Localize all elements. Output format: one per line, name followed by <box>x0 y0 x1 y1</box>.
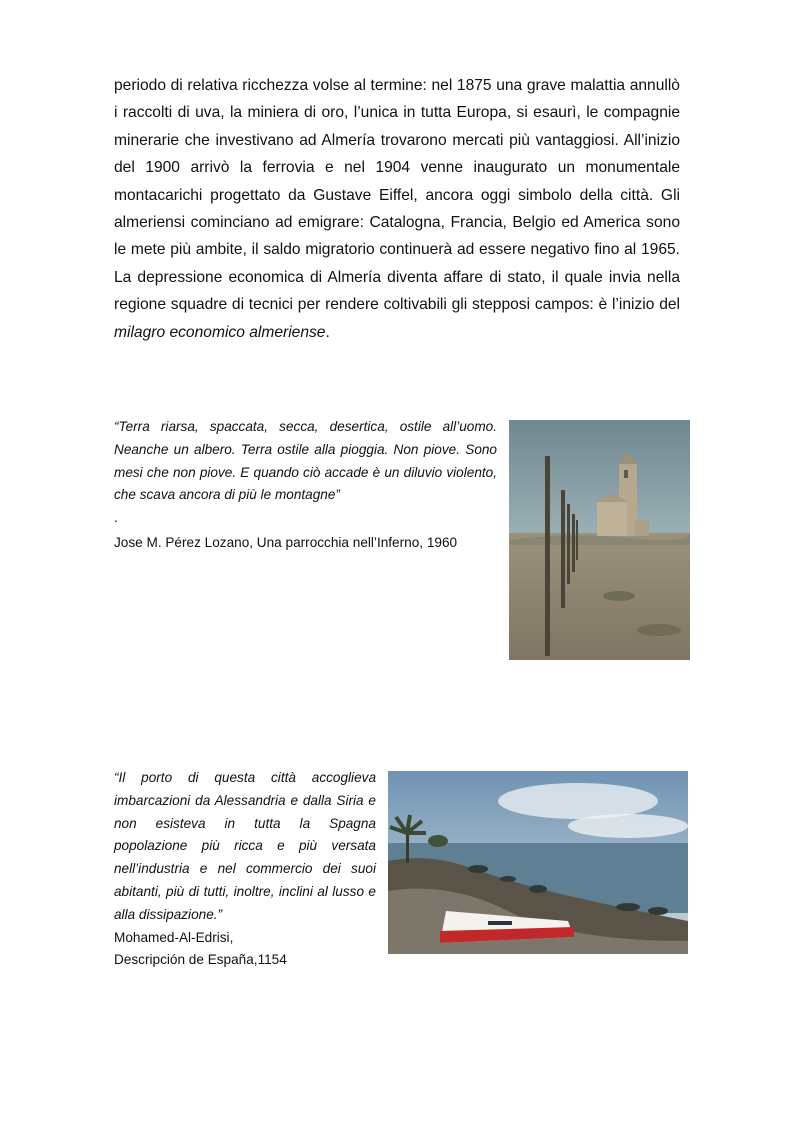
quote-block-2 <box>114 767 376 972</box>
main-paragraph-end: . <box>325 323 330 341</box>
main-paragraph <box>114 72 680 346</box>
quote-2-source: Descripción de España,1154 <box>114 952 287 968</box>
quote-block-1 <box>114 416 497 555</box>
harbor-photo <box>388 771 688 954</box>
main-paragraph-text: periodo di relativa ricchezza volse al termine: nel 1875 una grave malattia annullò i raccolti di uva, la miniera di oro, l’unica in tutta Europa, si esaurì, le compagnie minerarie che investivano ad Almería trovarono mercati più vantaggiosi. All’inizio del 1900 arrivò la ferrovia e nel 1904 venne inaugurato un monumentale montacarichi progettato da Gustave Eiffel, ancora oggi simbolo della città. Gli almeriensi cominciano ad emigrare: Catalogna, Francia, Belgio ed America sono le mete più ambite, il saldo migratorio continuerà ad essere negativo fino al 1965. La depressione economica di Almería diventa affare di stato, il quale invia nella regione squadre di tecnici per rendere coltivabili gli stepposi campos: è l’inizio del <box>114 77 680 314</box>
quote-1-attribution: Jose M. Pérez Lozano, Una parrocchia nell’Inferno, 1960 <box>114 534 458 550</box>
main-paragraph-italic: milagro economico almeriense <box>114 323 326 341</box>
quote-1-dot: . <box>114 510 118 526</box>
quote-1-text: “Terra riarsa, spaccata, secca, desertica, ostile all’uomo. Neanche un albero. Terra ostile alla pioggia. Non piove. Sono mesi che non piove. E quando ciò accade è un diluvio violento, che scava ancora di più le montagne” <box>114 419 497 503</box>
quote-2-text: “Il porto di questa città accoglieva imbarcazioni da Alessandria e dalla Siria e non esisteva in tutta la Spagna popolazione più ricca e più versata nell’industria e nel commercio dei suoi abitanti, più di tutti, inoltre, inclini al lusso e alla dissipazione.” <box>114 770 376 922</box>
quote-2-author: Mohamed-Al-Edrisi, <box>114 929 234 945</box>
church-photo <box>509 420 690 660</box>
